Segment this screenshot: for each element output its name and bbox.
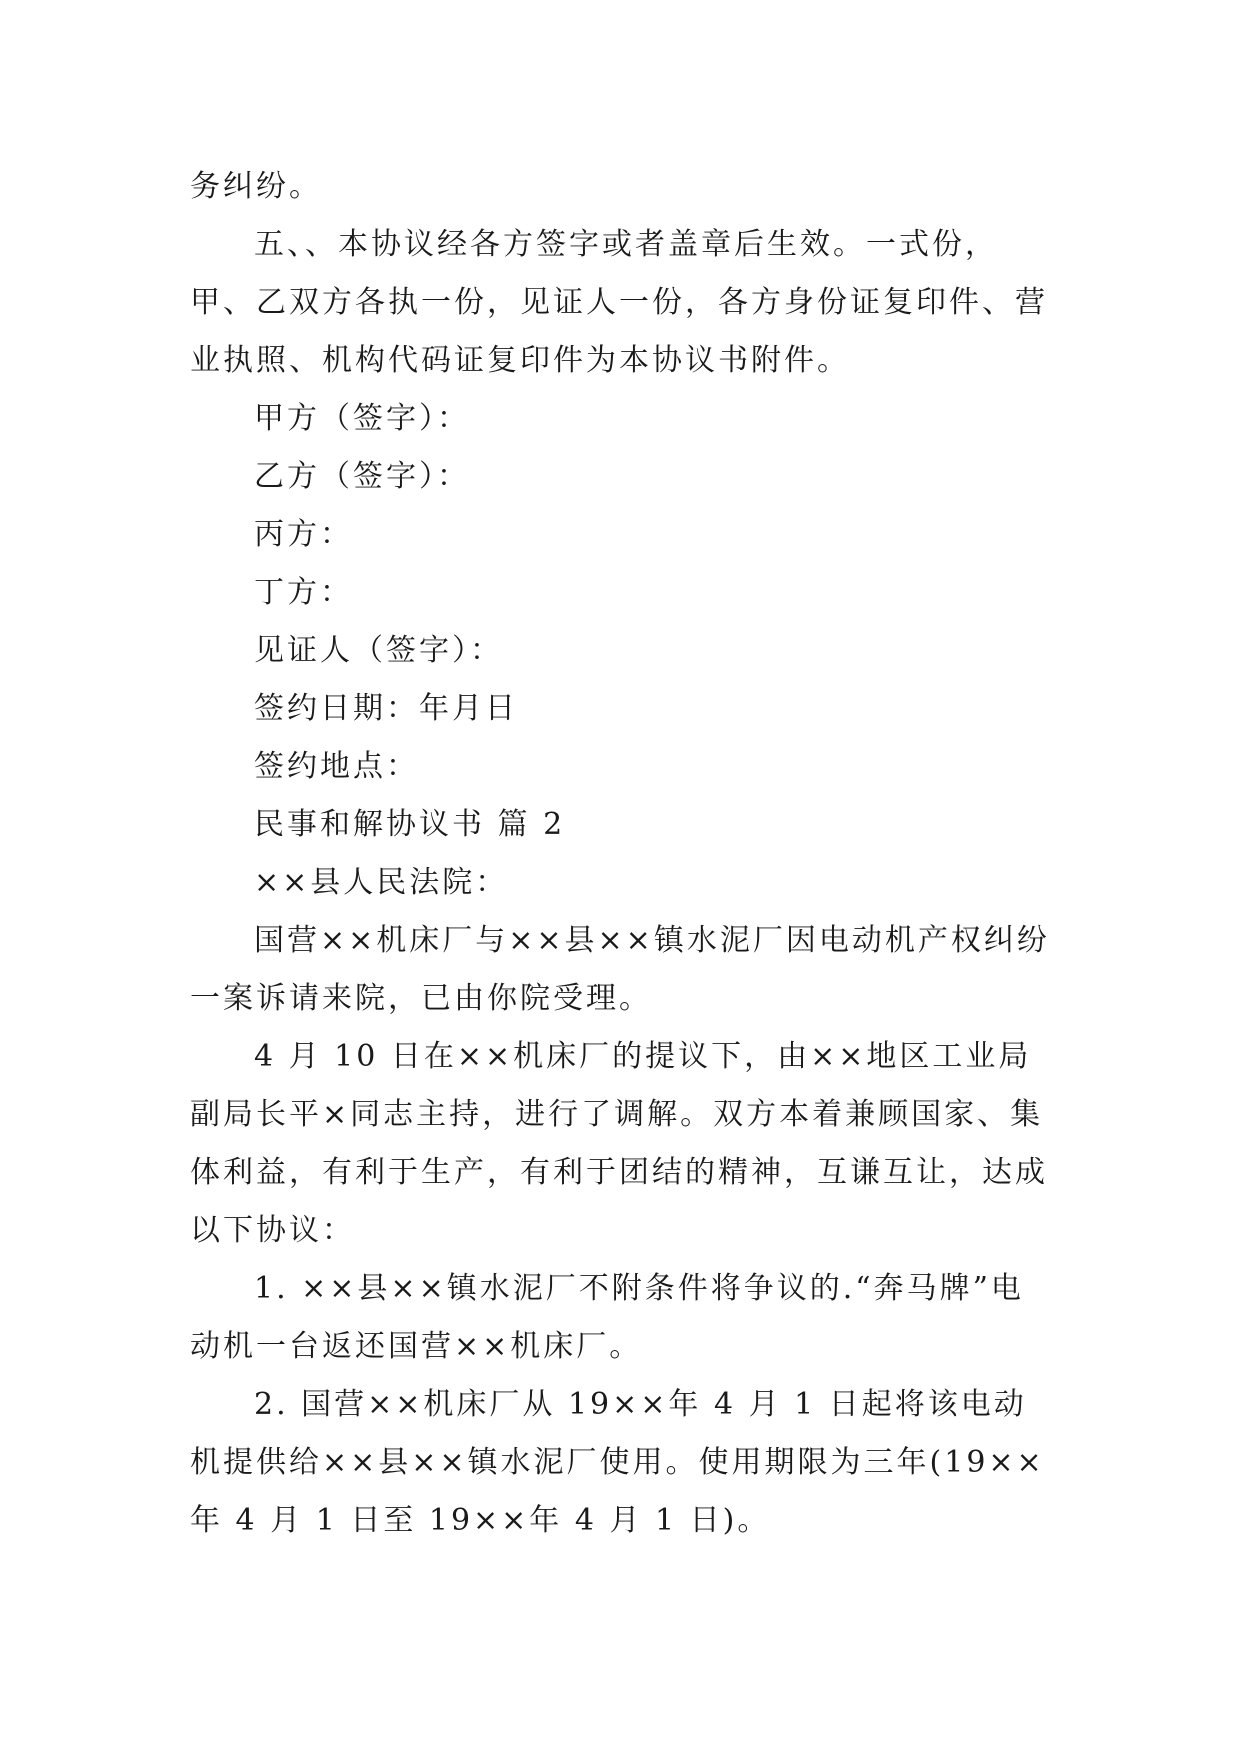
document-body	[190, 158, 1050, 1550]
signing-date-line: 签约日期：年月日	[254, 691, 518, 726]
paragraph-continuation: 务纠纷。	[190, 169, 322, 204]
paragraph-clause-five: 五、、本协议经各方签字或者盖章后生效。一式份，甲、乙双方各执一份，见证人一份，各方身份证复印件、营业执照、机构代码证复印件为本协议书附件。	[190, 227, 1048, 378]
paragraph-mediation: 4 月 10 日在××机床厂的提议下，由××地区工业局副局长平×同志主持，进行了调解。双方本着兼顾国家、集体利益，有利于生产，有利于团结的精神，互谦互让，达成以下协议：	[190, 1039, 1048, 1248]
signing-place-line: 签约地点：	[254, 749, 419, 784]
witness-signature-line: 见证人（签字）：	[254, 633, 503, 668]
paragraph-case-intro: 国营××机床厂与××县××镇水泥厂因电动机产权纠纷一案诉请来院，已由你院受理。	[190, 923, 1050, 1016]
party-d-line: 丁方：	[254, 575, 353, 610]
party-b-signature-line: 乙方（签字）：	[254, 459, 470, 494]
party-c-line: 丙方：	[254, 517, 353, 552]
party-a-signature-line: 甲方（签字）：	[254, 401, 470, 436]
addressee-line: ××县人民法院：	[254, 865, 509, 900]
section-title: 民事和解协议书 篇 2	[254, 807, 566, 842]
agreement-item-2: 2. 国营××机床厂从 19××年 4 月 1 日起将该电动机提供给××县××镇水泥厂使用。使用期限为三年(19××年 4 月 1 日至 19××年 4 月 1 日)。	[190, 1387, 1045, 1538]
agreement-item-1: 1. ××县××镇水泥厂不附条件将争议的.“奔马牌”电动机一台返还国营××机床厂。	[190, 1271, 1024, 1364]
